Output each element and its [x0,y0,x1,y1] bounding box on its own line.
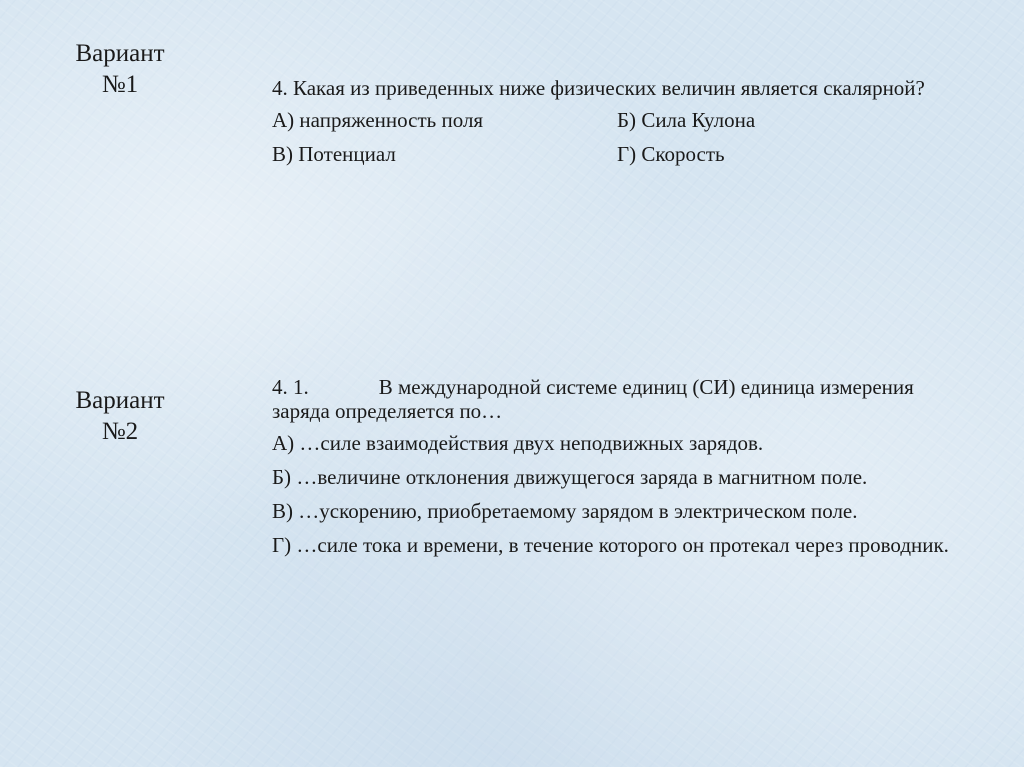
option-a [272,108,617,132]
option-letter: Г) [272,533,292,557]
option-letter: Б) [617,108,637,132]
option-letter: А) [272,108,295,132]
option-text: …величине отклонения движущегося заряда в магнитном поле. [296,465,868,489]
option-text: …силе тока и времени, в течение которого он протекал через проводник. [296,533,949,557]
option-letter: Г) [617,142,637,166]
variant-1-title: Вариант [75,40,165,67]
variant-2-label [60,385,180,447]
option-text: …ускорению, приобретаемому зарядом в электрическом поле. [298,499,858,523]
option-letter: А) [272,431,295,455]
option-b [617,108,956,132]
variant-1-number: №1 [101,71,139,98]
question-number: 4. [272,76,288,100]
question-number: 4. 1. [272,375,309,399]
variant-2-number: №2 [101,418,139,445]
option-letter: Б) [272,465,292,489]
question-text [272,76,956,100]
option-g [617,142,956,166]
option-a [272,431,956,455]
option-v [272,499,956,523]
variant-1-question [272,76,956,166]
question-body: В международной системе единиц (СИ) единица измерения заряда определяется по… [272,375,914,423]
question-body: Какая из приведенных ниже физических величин является скалярной? [293,76,925,100]
option-letter: В) [272,499,293,523]
option-g [272,533,956,557]
option-b [272,465,956,489]
answer-options [272,108,956,166]
option-v [272,142,617,166]
variant-2-question [272,375,956,567]
option-text: …силе взаимодействия двух неподвижных зарядов. [299,431,764,455]
option-text: Потенциал [298,142,396,166]
option-text: Скорость [641,142,725,166]
variant-2-title: Вариант [75,387,165,414]
option-text: напряженность поля [299,108,484,132]
option-text: Сила Кулона [641,108,756,132]
question-text [272,375,956,423]
variant-1-label [60,38,180,100]
option-letter: В) [272,142,293,166]
